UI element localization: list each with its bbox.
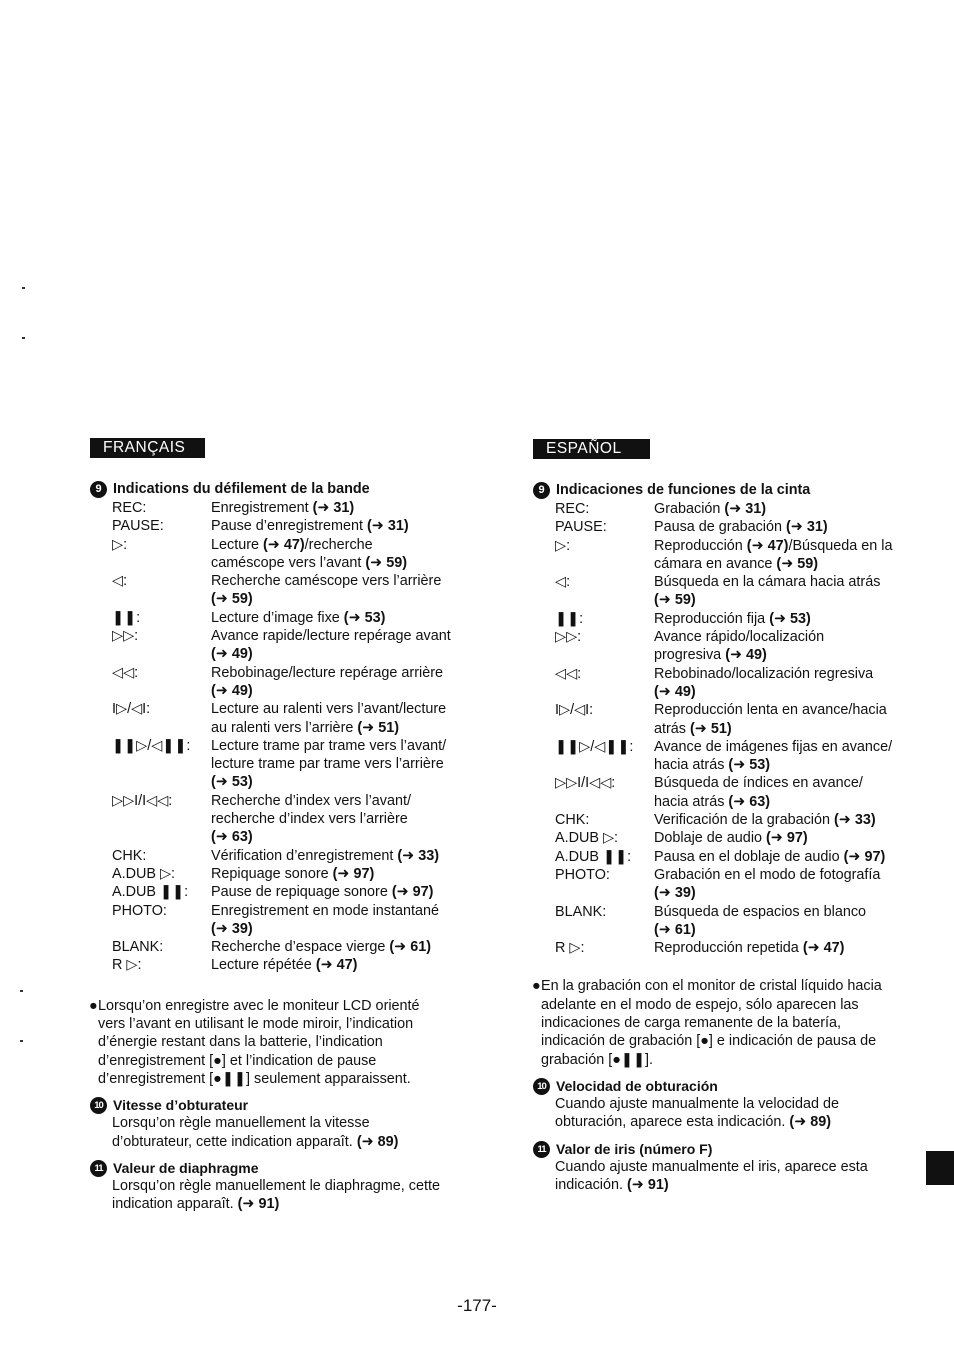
indication-label: ▷▷: [112, 628, 139, 645]
text-line: d’obturateur, cette indication apparaît. (➜ 89) [112, 1133, 399, 1150]
indication-description [654, 939, 923, 957]
language-header: FRANÇAIS [90, 438, 205, 458]
section-title-text: Indicaciones de funciones de la cinta [556, 482, 811, 498]
indication-row [555, 573, 923, 610]
indication-description [654, 628, 923, 665]
indication-label: ◁: [555, 574, 571, 591]
indication-description [654, 573, 923, 610]
text-line: indication apparaît. (➜ 91) [112, 1196, 280, 1213]
indication-row [555, 500, 923, 518]
indication-row [112, 664, 470, 701]
description-line: Lecture trame par trame vers l’avant/ [211, 737, 447, 754]
note-paragraph [533, 977, 923, 1068]
description-line: (➜ 39) [211, 920, 253, 937]
indication-label: ▷▷I/I◁◁: [112, 792, 173, 809]
text-line: d’énergie restant dans la batterie, l’indication [98, 1034, 383, 1051]
indication-description [211, 572, 470, 609]
indication-list [112, 499, 470, 975]
description-line: (➜ 63) [211, 829, 253, 846]
description-line: caméscope vers l’avant (➜ 59) [211, 554, 408, 571]
indication-label: ▷▷: [555, 629, 582, 646]
indication-row [555, 701, 923, 738]
indication-row [555, 866, 923, 903]
indication-description [654, 665, 923, 702]
section-9-title [90, 481, 470, 498]
indication-label: I▷/◁I: [555, 702, 594, 719]
margin-mark [22, 287, 25, 289]
indication-row [112, 737, 470, 792]
indication-row [112, 536, 470, 573]
indication-description [654, 500, 923, 518]
indication-description [654, 866, 923, 903]
description-line: recherche d’index vers l’arrière [211, 811, 408, 828]
indication-label: ▷: [112, 536, 128, 553]
indication-description [211, 847, 470, 865]
language-header: ESPAÑOL [533, 439, 650, 459]
description-line: Verificación de la grabación (➜ 33) [654, 812, 876, 829]
text-line: Cuando ajuste manualmente el iris, aparece esta [555, 1158, 868, 1175]
description-line: (➜ 49) [211, 646, 253, 663]
indication-description [211, 700, 470, 737]
description-line: Grabación (➜ 31) [654, 501, 767, 517]
description-line: Pause de repiquage sonore (➜ 97) [211, 884, 434, 901]
indication-description [211, 664, 470, 701]
description-line: Reproducción fija (➜ 53) [654, 610, 811, 627]
indication-label: PAUSE: [112, 518, 164, 535]
description-line: Búsqueda en la cámara hacia atrás [654, 574, 881, 591]
description-line: (➜ 59) [211, 591, 253, 608]
description-line: Recherche d’index vers l’avant/ [211, 792, 411, 809]
indication-label: I▷/◁I: [112, 701, 151, 718]
number-11-icon: 11 [90, 1160, 107, 1177]
indication-description [654, 848, 923, 866]
indication-description [654, 701, 923, 738]
indication-description [654, 774, 923, 811]
indication-row [112, 627, 470, 664]
indication-label: ◁: [112, 573, 128, 590]
indication-description [211, 883, 470, 901]
side-tab-marker [926, 1151, 954, 1185]
section-title-text: Vitesse d’obturateur [113, 1097, 249, 1114]
description-line: hacia atrás (➜ 53) [654, 757, 771, 774]
indication-description [211, 499, 470, 517]
section-11-text [555, 1158, 923, 1195]
text-line: Lorsqu’on règle manuellement le diaphragme, cette [112, 1177, 440, 1194]
number-10-icon: 10 [533, 1078, 550, 1095]
text-line: En la grabación con el monitor de cristal líquido hacia [541, 978, 882, 995]
text-line: indicaciones de carga remanente de la batería, [541, 1015, 841, 1032]
description-line: (➜ 53) [211, 774, 253, 791]
description-line: Pause d’enregistrement (➜ 31) [211, 518, 409, 535]
indication-description [654, 610, 923, 628]
description-line: (➜ 59) [654, 592, 696, 609]
description-line: Repiquage sonore (➜ 97) [211, 865, 375, 882]
description-line: (➜ 61) [654, 921, 696, 938]
description-line: Enregistrement en mode instantané [211, 902, 439, 919]
section-title-text: Valor de iris (número F) [556, 1140, 713, 1157]
indication-description [211, 956, 470, 974]
text-line: Lorsqu’on règle manuellement la vitesse [112, 1115, 370, 1132]
description-line: atrás (➜ 51) [654, 720, 732, 737]
indication-description [211, 517, 470, 535]
description-line: Grabación en el modo de fotografía [654, 866, 881, 883]
indication-row [555, 811, 923, 829]
indication-row [112, 700, 470, 737]
indication-row [112, 847, 470, 865]
indication-description [211, 902, 470, 939]
section-11-title [533, 1141, 923, 1158]
description-line: Avance rapide/lecture repérage avant [211, 628, 451, 645]
indication-row [555, 939, 923, 957]
text-line: grabación [●❚❚]. [541, 1051, 654, 1068]
number-10-icon: 10 [90, 1097, 107, 1114]
indication-label: ◁◁: [555, 665, 582, 682]
indication-row [555, 665, 923, 702]
indication-label: BLANK: [112, 939, 164, 956]
indication-list [555, 500, 923, 957]
text-line: d’enregistrement [●] et l’indication de pause [98, 1052, 377, 1069]
indication-row [112, 609, 470, 627]
description-line: Rebobinado/localización regresiva [654, 665, 874, 682]
section-10-title [533, 1078, 923, 1095]
indication-row [555, 829, 923, 847]
indication-row [112, 865, 470, 883]
section-11-text [112, 1177, 470, 1214]
description-line: Avance rápido/localización [654, 629, 825, 646]
indication-label: REC: [555, 501, 590, 517]
description-line: Reproducción repetida (➜ 47) [654, 940, 845, 957]
section-title-text: Velocidad de obturación [556, 1077, 718, 1094]
indication-description [211, 938, 470, 956]
indication-row [555, 738, 923, 775]
description-line: au ralenti vers l’arrière (➜ 51) [211, 719, 400, 736]
indication-label: PHOTO: [555, 866, 610, 883]
indication-label: A.DUB ❚❚: [555, 848, 632, 865]
section-10-text [555, 1095, 923, 1132]
description-line: Búsqueda de espacios en blanco [654, 903, 867, 920]
indication-label: ❚❚▷/◁❚❚: [112, 737, 191, 754]
indication-description [654, 738, 923, 775]
text-line: indicación. (➜ 91) [555, 1176, 669, 1193]
margin-mark [22, 337, 25, 339]
text-line: d’enregistrement [●❚❚] seulement apparaissent. [98, 1070, 411, 1087]
indication-label: BLANK: [555, 903, 607, 920]
number-11-icon: 11 [533, 1141, 550, 1158]
description-line: Enregistrement (➜ 31) [211, 500, 355, 516]
indication-row [555, 518, 923, 536]
section-10-text [112, 1114, 470, 1151]
indication-description [654, 537, 923, 574]
indication-description [211, 609, 470, 627]
description-line: progresiva (➜ 49) [654, 647, 767, 664]
text-line: adelante en el modo de espejo, sólo aparecen las [541, 996, 859, 1013]
indication-label: PHOTO: [112, 902, 167, 919]
indication-row [555, 537, 923, 574]
description-line: Avance de imágenes fijas en avance/ [654, 738, 893, 755]
description-line: Doblaje de audio (➜ 97) [654, 830, 808, 847]
description-line: Rebobinage/lecture repérage arrière [211, 664, 443, 681]
text-line: indicación de grabación [●] e indicación de pausa de [541, 1033, 877, 1050]
indication-description [211, 627, 470, 664]
indication-row [112, 883, 470, 901]
indication-label: PAUSE: [555, 519, 607, 536]
indication-row [112, 517, 470, 535]
number-9-icon: 9 [533, 482, 550, 499]
indication-row [112, 792, 470, 847]
indication-label: ▷: [555, 537, 571, 554]
indication-row [112, 938, 470, 956]
page-number: -177- [457, 1296, 497, 1315]
indication-label: ▷▷I/I◁◁: [555, 775, 616, 792]
indication-label: R ▷: [555, 940, 585, 957]
description-line: hacia atrás (➜ 63) [654, 793, 771, 810]
indication-row [112, 499, 470, 517]
description-line: Pausa en el doblaje de audio (➜ 97) [654, 848, 886, 865]
note-paragraph [90, 997, 470, 1088]
description-line: (➜ 39) [654, 885, 696, 902]
description-line: Lecture (➜ 47)/recherche [211, 536, 373, 553]
description-line: cámara en avance (➜ 59) [654, 555, 819, 572]
text-line: Cuando ajuste manualmente la velocidad de [555, 1095, 840, 1112]
description-line: Búsqueda de índices en avance/ [654, 775, 863, 792]
indication-row [555, 774, 923, 811]
text-line: vers l’avant en utilisant le mode miroir, l’indication [98, 1016, 414, 1033]
text-line: Lorsqu’on enregistre avec le moniteur LCD orienté [98, 997, 420, 1014]
indication-description [654, 829, 923, 847]
indication-description [654, 518, 923, 536]
section-9-title [533, 482, 923, 499]
description-line: lecture trame par trame vers l’arrière [211, 756, 444, 773]
number-9-icon: 9 [90, 481, 107, 498]
description-line: (➜ 49) [211, 682, 253, 699]
section-11-title [90, 1160, 470, 1177]
text-line: obturación, aparece esta indicación. (➜ 89) [555, 1114, 832, 1131]
section-title-text: Indications du défilement de la bande [113, 481, 370, 497]
margin-mark [20, 1040, 23, 1042]
indication-description [211, 865, 470, 883]
spanish-column [533, 439, 923, 1194]
description-line: Vérification d’enregistrement (➜ 33) [211, 847, 440, 864]
description-line: Recherche d’espace vierge (➜ 61) [211, 939, 432, 956]
description-line: Reproducción (➜ 47)/Búsqueda en la [654, 537, 893, 554]
section-10-title [90, 1097, 470, 1114]
indication-row [112, 956, 470, 974]
indication-row [555, 628, 923, 665]
french-column [90, 438, 470, 1213]
indication-label: ❚❚: [555, 610, 584, 627]
indication-label: ❚❚▷/◁❚❚: [555, 738, 634, 755]
indication-description [211, 792, 470, 847]
section-title-text: Valeur de diaphragme [113, 1159, 259, 1176]
indication-row [555, 903, 923, 940]
indication-description [654, 903, 923, 940]
indication-row [555, 610, 923, 628]
bullet-icon: ● [89, 997, 98, 1014]
description-line: Lecture d’image fixe (➜ 53) [211, 609, 386, 626]
description-line: Lecture au ralenti vers l’avant/lecture [211, 701, 447, 718]
description-line: (➜ 49) [654, 683, 696, 700]
indication-label: REC: [112, 500, 147, 516]
indication-row [112, 572, 470, 609]
indication-label: A.DUB ▷: [112, 865, 176, 882]
indication-description [211, 536, 470, 573]
indication-row [555, 848, 923, 866]
description-line: Reproducción lenta en avance/hacia [654, 702, 887, 719]
indication-label: CHK: [112, 847, 147, 864]
indication-label: R ▷: [112, 957, 142, 974]
description-line: Pausa de grabación (➜ 31) [654, 519, 828, 536]
indication-label: A.DUB ▷: [555, 830, 619, 847]
margin-mark [20, 990, 23, 992]
indication-label: ❚❚: [112, 609, 141, 626]
indication-label: ◁◁: [112, 664, 139, 681]
indication-label: CHK: [555, 812, 590, 829]
description-line: Lecture répétée (➜ 47) [211, 957, 358, 974]
indication-row [112, 902, 470, 939]
indication-description [654, 811, 923, 829]
indication-label: A.DUB ❚❚: [112, 884, 189, 901]
bullet-icon: ● [532, 978, 541, 995]
indication-description [211, 737, 470, 792]
description-line: Recherche caméscope vers l’arrière [211, 573, 442, 590]
